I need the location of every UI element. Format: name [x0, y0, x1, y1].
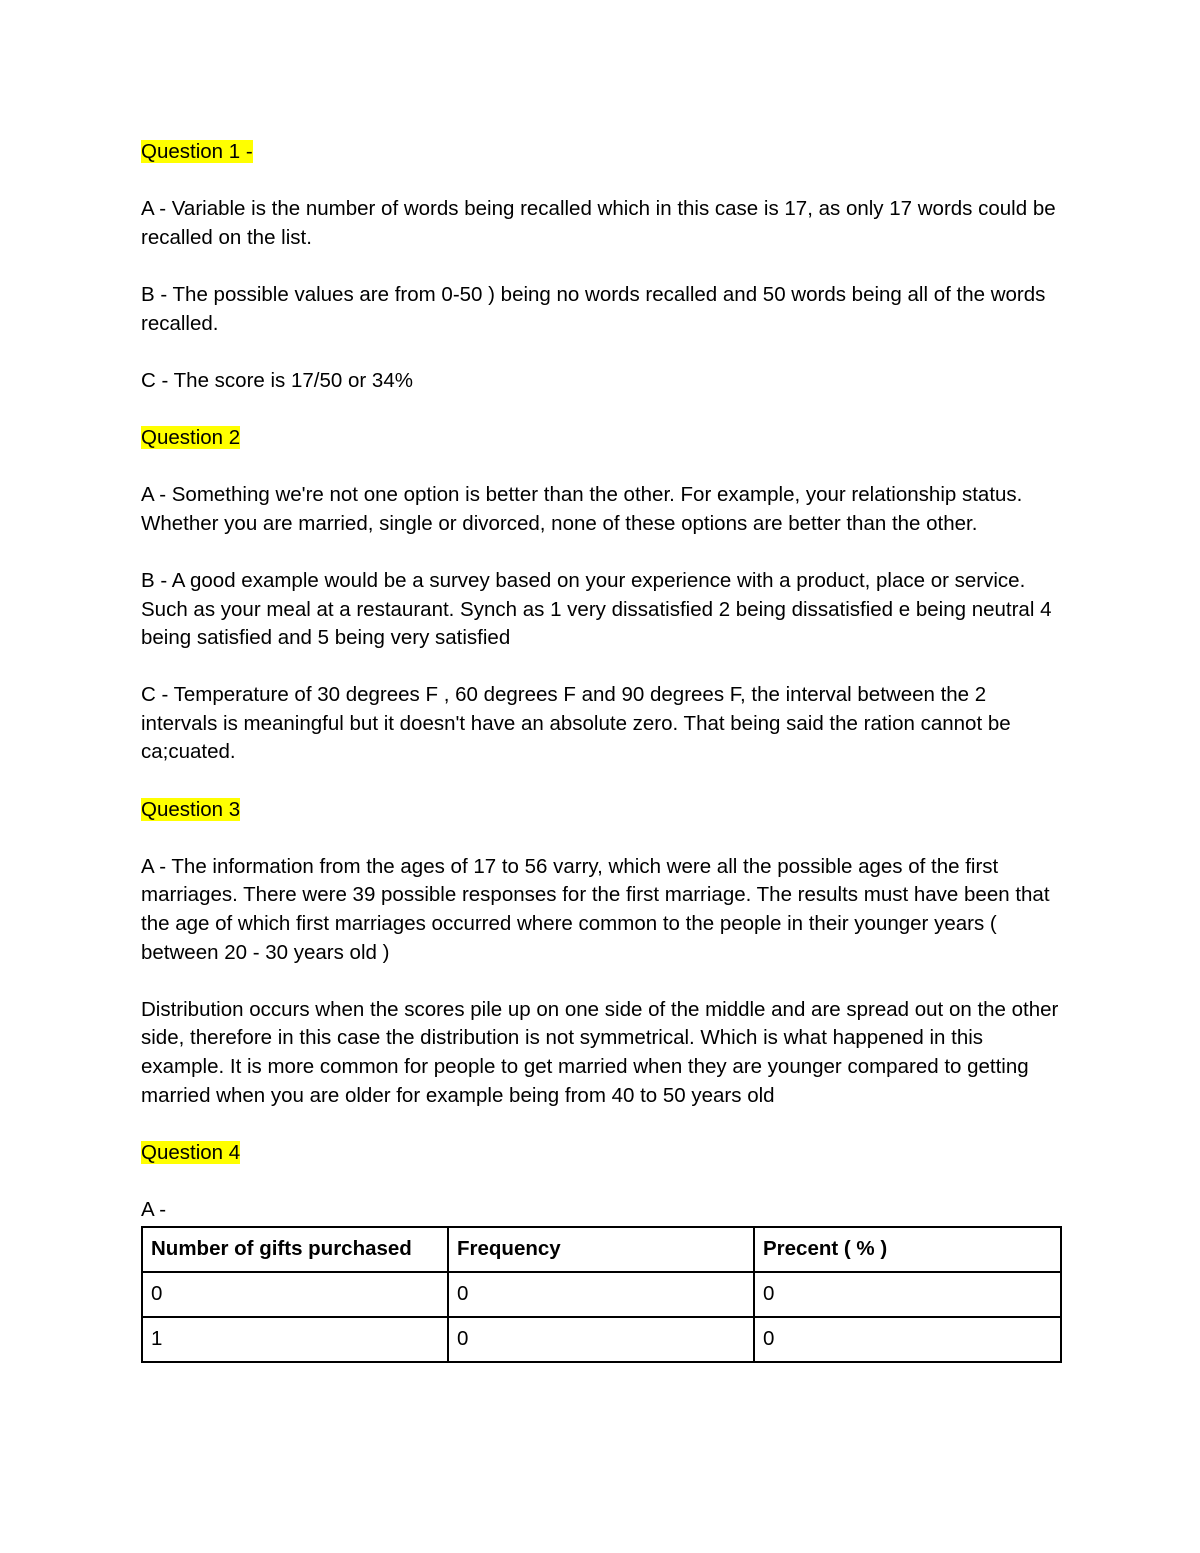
question-2-answer-a: A - Something we're not one option is better than the other. For example, your relationship status. Whether you are married, single or divorced, none of these options are better than the other. [141, 483, 1023, 535]
question-2-answer-c: C - Temperature of 30 degrees F , 60 degrees F and 90 degrees F, the interval between the 2 intervals is meaningful but it doesn't have an absolute zero. That being said the ration cannot be ca;cuated. [141, 683, 1011, 764]
question-1-answer-b: B - The possible values are from 0-50 ) being no words recalled and 50 words being all of the words recalled. [141, 282, 1046, 335]
question-3-answer-a: A - The information from the ages of 17 to 56 varry, which were all the possible ages of the first marriages. There were 39 possible responses for the first marriage. The results must have been that the age of which first marriages occurred where common to the people in their younger years ( between 20 - 30 years old ) [141, 854, 1050, 964]
question-1-answer-c: C - The score is 17/50 or 34% [141, 368, 413, 392]
cell-gifts: 1 [142, 1317, 448, 1362]
cell-percent: 0 [754, 1272, 1061, 1317]
question-4-heading [141, 1139, 1066, 1168]
cell-percent: 0 [754, 1317, 1061, 1362]
table-header-row [142, 1227, 1061, 1272]
gifts-frequency-table [141, 1226, 1062, 1363]
question-4-heading-text: Question 4 [141, 1140, 241, 1164]
cell-frequency: 0 [448, 1272, 754, 1317]
question-1-heading-text: Question 1 - [141, 140, 253, 163]
question-3-distribution: Distribution occurs when the scores pile up on one side of the middle and are spread out on the other side, therefore in this case the distribution is not symmetrical. Which is what happened in this example. It is more common for people to get married when they are younger compared to getting married when you are older for example being from 40 to 50 years old [141, 997, 1059, 1107]
question-3-heading-text: Question 3 [141, 797, 241, 821]
header-number-of-gifts: Number of gifts purchased [142, 1227, 448, 1272]
table-row [142, 1272, 1061, 1317]
cell-frequency: 0 [448, 1317, 754, 1362]
document-page [141, 138, 1066, 1363]
question-2-answer-b: B - A good example would be a survey based on your experience with a product, place or service. Such as your meal at a restaurant. Synch as 1 very dissatisfied 2 being dissatisfied e being neutral 4 being satisfied and 5 being very satisfied [141, 568, 1052, 650]
question-1-heading [141, 138, 1066, 167]
question-2-heading-text: Question 2 [141, 425, 241, 449]
question-4-answer-a-label: A - [141, 1197, 167, 1221]
cell-gifts: 0 [142, 1272, 448, 1317]
question-3-heading [141, 796, 1066, 825]
question-1-answer-a: A - Variable is the number of words being recalled which in this case is 17, as only 17 words could be recalled on the list. [141, 197, 1056, 249]
header-percent: Precent ( % ) [754, 1227, 1061, 1272]
header-frequency: Frequency [448, 1227, 754, 1272]
question-2-heading [141, 424, 1066, 453]
table-row [142, 1317, 1061, 1362]
